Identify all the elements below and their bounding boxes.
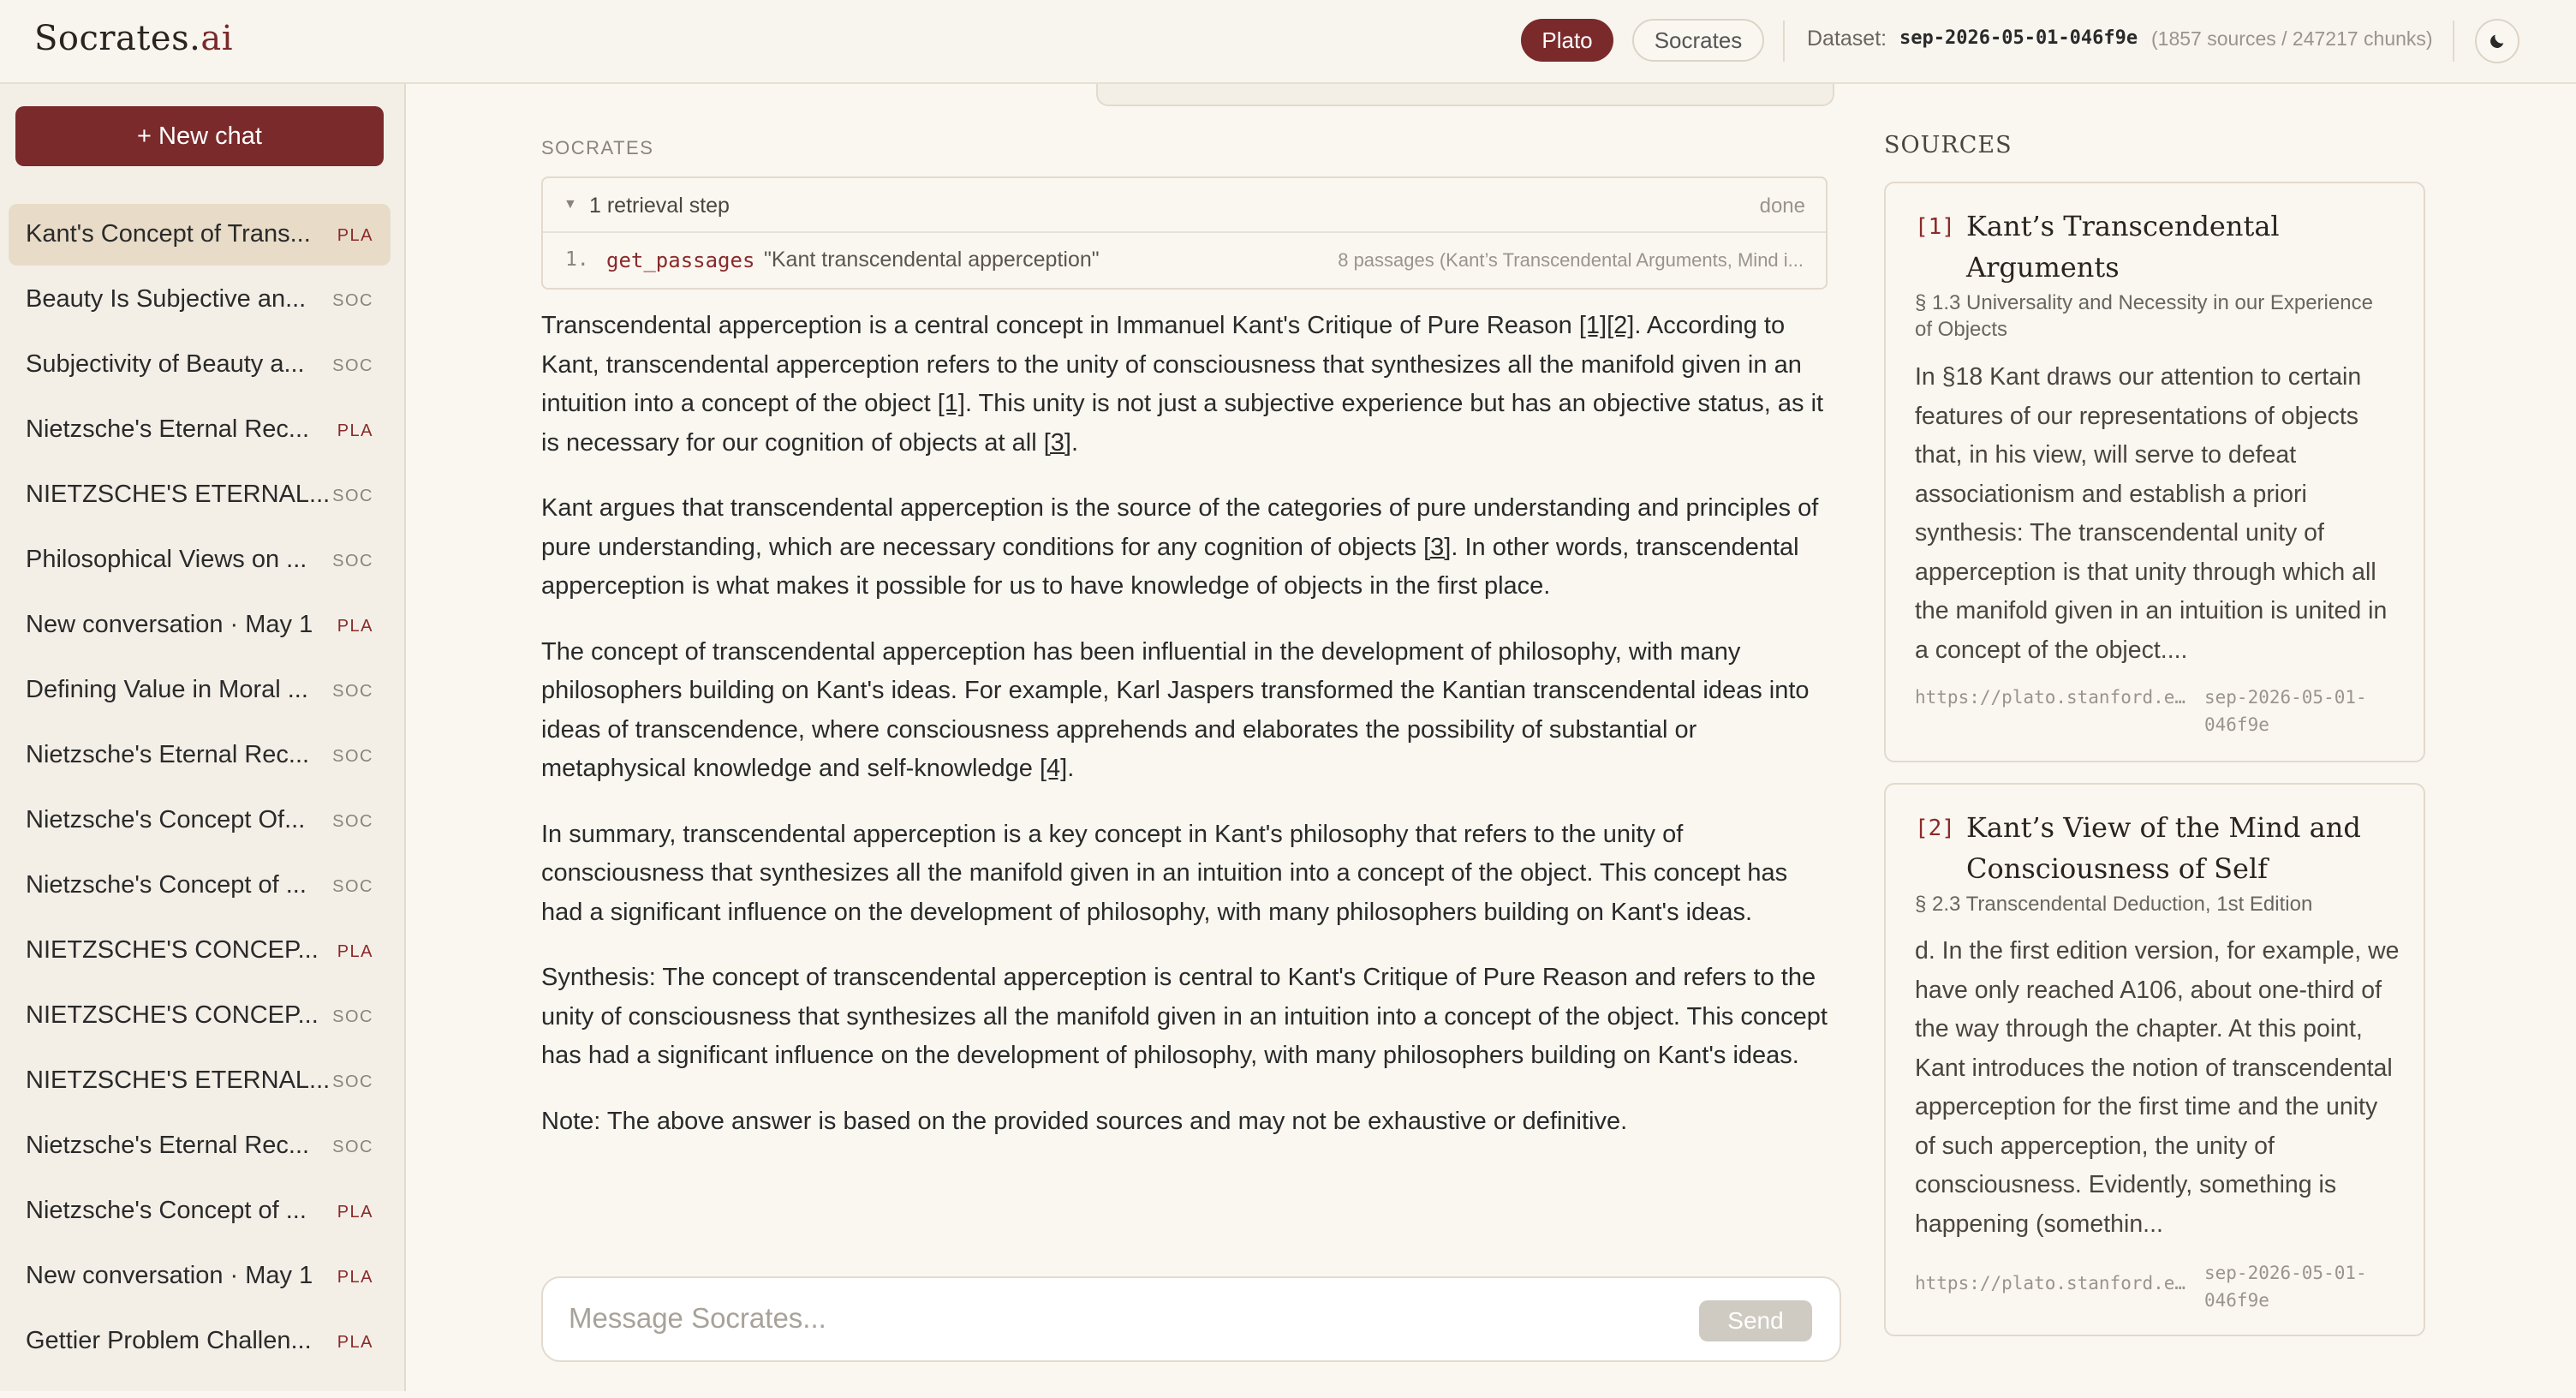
source-card[interactable] xyxy=(1884,783,2425,1336)
chat-mode-tag: SOC xyxy=(332,552,373,571)
previous-message-bubble xyxy=(1096,84,1834,106)
divider xyxy=(2453,21,2454,62)
chat-title: Gettier Problem Challen... xyxy=(26,1327,312,1354)
chat-mode-tag: SOC xyxy=(332,747,373,766)
chat-title: NIETZSCHE'S CONCEP... xyxy=(26,936,319,964)
chat-mode-tag: SOC xyxy=(332,682,373,701)
source-url[interactable]: https://plato.stanford.e… xyxy=(1915,687,2186,708)
answer-paragraph xyxy=(541,816,1834,933)
mode-socrates-button[interactable]: Socrates xyxy=(1632,19,1764,62)
retrieval-toggle[interactable] xyxy=(543,178,1826,233)
chat-history-item[interactable] xyxy=(9,464,391,526)
chat-history-item[interactable] xyxy=(9,334,391,396)
chat-mode-tag: SOC xyxy=(332,1072,373,1091)
theme-toggle-button[interactable] xyxy=(2475,19,2519,63)
answer-paragraph xyxy=(541,959,1834,1076)
citation-link[interactable]: [3] xyxy=(1423,533,1452,561)
citation-link[interactable]: [3] xyxy=(1043,428,1071,457)
dataset-id: sep-2026-05-01-046f9e xyxy=(1899,27,2138,49)
chat-mode-tag: PLA xyxy=(337,617,373,636)
source-card[interactable] xyxy=(1884,182,2425,762)
chat-mode-tag: SOC xyxy=(332,487,373,505)
chat-history-item[interactable] xyxy=(9,660,391,721)
divider xyxy=(1783,21,1785,62)
chat-mode-tag: SOC xyxy=(332,1138,373,1156)
app-logo[interactable]: Socrates.ai xyxy=(34,19,233,58)
chat-history-item[interactable] xyxy=(9,1311,391,1372)
chat-title: Kant's Concept of Trans... xyxy=(26,220,311,248)
chat-title: Nietzsche's Eternal Rec... xyxy=(26,741,310,768)
chat-mode-tag: PLA xyxy=(337,421,373,440)
chat-title: Nietzsche's Concept Of... xyxy=(26,806,306,833)
step-number: 1. xyxy=(565,248,589,271)
chat-history-item[interactable] xyxy=(9,920,391,982)
step-function: get_passages xyxy=(606,248,755,272)
new-chat-button[interactable]: + New chat xyxy=(15,106,384,166)
chat-title: New conversation · May 1 xyxy=(26,1262,313,1289)
top-bar xyxy=(0,0,2576,84)
chat-title: NIETZSCHE'S CONCEP... xyxy=(26,1001,319,1029)
answer-paragraph xyxy=(541,633,1834,789)
chat-mode-tag: SOC xyxy=(332,812,373,831)
chat-history-item[interactable] xyxy=(9,594,391,656)
citation-link[interactable]: [1] xyxy=(937,390,965,417)
answer-text: Synthesis: The concept of transcendental apperception is central to Kant's Critique of Pure Reason and refers to the unity of consciousness that synthesizes all the manifold given in an intuition into a concept of the object. This concept has had a significant influence on the development of philosophy, with many philosophers building on Kant's ideas. xyxy=(541,964,1828,1069)
chat-history-item[interactable] xyxy=(9,399,391,461)
answer-text: . In other words, transcendental apperception is what makes it possible for us to have knowledge of objects in the first place. xyxy=(541,533,1799,600)
chat-history-item[interactable] xyxy=(9,1115,391,1177)
retrieval-title: 1 retrieval step xyxy=(589,194,730,218)
chat-mode-tag: SOC xyxy=(332,877,373,896)
chat-mode-tag: PLA xyxy=(337,1203,373,1222)
source-excerpt: d. In the first edition version, for example, we have only reached A106, about one-third of the way through the chapter. At this point, Kant introduces the notion of transcendental apperception for the first time and the unity of such apperception, the unity of consciousness. Evidently, something is happening (somethin... xyxy=(1915,937,2400,1238)
chat-history-item[interactable] xyxy=(9,269,391,331)
source-section: § 2.3 Transcendental Deduction, 1st Edition xyxy=(1915,893,2313,916)
chat-history-item[interactable] xyxy=(9,725,391,786)
message-speaker: SOCRATES xyxy=(541,137,654,158)
chat-mode-tag: SOC xyxy=(332,356,373,375)
answer-text: Kant argues that transcendental apperception is the source of the categories of pure understanding and principles of pure understanding, which are necessary conditions for any cognition of objects xyxy=(541,494,1819,561)
retrieval-panel xyxy=(541,176,1828,290)
source-number: [1] xyxy=(1915,214,1955,240)
answer-text: Note: The above answer is based on the provided sources and may not be exhaustive or definitive. xyxy=(541,1107,1628,1135)
answer-text: The concept of transcendental apperception has been influential in the development of philosophy, with many philosophers building on Kant's ideas. For example, Karl Jaspers transformed the Kantian transcendental ideas into ideas of transcendence, where consciousness apprehends and elaborates the possibility of substantial or metaphysical knowledge and self-knowledge xyxy=(541,637,1810,782)
chat-title: New conversation · May 1 xyxy=(26,611,313,638)
chat-mode-tag: PLA xyxy=(337,1268,373,1287)
source-title[interactable]: Kant’s View of the Mind and Consciousness of Self xyxy=(1966,811,2361,885)
dataset-label: Dataset: xyxy=(1807,27,1887,51)
chat-title: NIETZSCHE'S ETERNAL... xyxy=(26,1066,331,1094)
answer-text: In summary, transcendental apperception is a key concept in Kant's philosophy that refers to the unity of consciousness that synthesizes all the manifold given in an intuition into a concept of the object. This concept has had a significant influence on the development of philosophy, with many philosophers building on Kant's ideas. xyxy=(541,820,1788,926)
source-section: § 1.3 Universality and Necessity in our Experience of Objects xyxy=(1915,291,2373,341)
chat-history-item[interactable] xyxy=(9,1246,391,1307)
chat-title: Nietzsche's Eternal Rec... xyxy=(26,1132,310,1159)
message-input[interactable]: Message Socrates... xyxy=(569,1302,826,1334)
send-button[interactable]: Send xyxy=(1699,1300,1812,1341)
chat-title: Philosophical Views on ... xyxy=(26,546,307,573)
source-url[interactable]: https://plato.stanford.e… xyxy=(1915,1273,2186,1293)
message-composer xyxy=(541,1276,1841,1362)
chat-title: NIETZSCHE'S ETERNAL... xyxy=(26,481,331,508)
chat-title: Subjectivity of Beauty a... xyxy=(26,350,305,378)
chat-mode-tag: SOC xyxy=(332,1007,373,1026)
chat-mode-tag: PLA xyxy=(337,226,373,245)
step-query: "Kant transcendental apperception" xyxy=(764,248,1100,272)
source-number: [2] xyxy=(1915,816,1955,841)
chat-history-item[interactable] xyxy=(9,529,391,591)
citation-link[interactable]: [2] xyxy=(1607,312,1635,339)
answer-paragraph xyxy=(541,307,1834,463)
chat-title: Beauty Is Subjective an... xyxy=(26,285,307,313)
chat-mode-tag: PLA xyxy=(337,1333,373,1352)
moon-icon xyxy=(2488,32,2507,51)
chat-history-item[interactable] xyxy=(9,985,391,1047)
step-result: 8 passages (Kant’s Transcendental Arguments, Mind i... xyxy=(1338,249,1804,271)
answer-paragraph xyxy=(541,1102,1834,1142)
answer-text: . xyxy=(1067,755,1075,782)
dataset-meta: (1857 sources / 247217 chunks) xyxy=(2151,27,2433,50)
source-version: sep-2026-05-01-046f9e xyxy=(2204,687,2367,735)
chat-title: Nietzsche's Eternal Rec... xyxy=(26,415,310,443)
citation-link[interactable]: [4] xyxy=(1039,755,1068,782)
source-excerpt: In §18 Kant draws our attention to certain features of our representations of objects that, in his view, will serve to defeat associationism and establish a priori synthesis: The transcendental unity of apperception is that unity through which all the manifold given in an intuition is united in a concept of the object.... xyxy=(1915,363,2388,664)
chat-mode-tag: PLA xyxy=(337,942,373,961)
retrieval-status: done xyxy=(1759,194,1805,218)
chat-title: Nietzsche's Concept of ... xyxy=(26,1197,307,1224)
chat-history-item[interactable] xyxy=(9,790,391,851)
source-title[interactable]: Kant’s Transcendental Arguments xyxy=(1966,210,2280,284)
citation-link[interactable]: [1] xyxy=(1578,312,1607,339)
answer-text: . xyxy=(1071,428,1079,457)
answer-text: . According to Kant, transcendental apperception refers to the unity of consciousness that synthesizes all the manifold given in an intuition into a concept of the object xyxy=(541,312,1802,417)
source-version: sep-2026-05-01-046f9e xyxy=(2204,1263,2367,1311)
chat-history-item[interactable] xyxy=(9,1050,391,1112)
chat-history-item[interactable] xyxy=(9,1180,391,1242)
chat-history-item[interactable] xyxy=(9,204,391,266)
answer-text: Transcendental apperception is a central concept in Immanuel Kant's Critique of Pure Reason xyxy=(541,312,1579,339)
answer-text: . This unity is not just a subjective experience but has an objective status, as it is necessary for our cognition of objects at all xyxy=(541,390,1824,457)
caret-down-icon: ▼ xyxy=(564,197,577,212)
chat-title: Nietzsche's Concept of ... xyxy=(26,871,307,899)
chat-history-item[interactable] xyxy=(9,855,391,917)
assistant-answer xyxy=(541,307,1834,1168)
chat-title: Defining Value in Moral ... xyxy=(26,676,308,703)
chat-mode-tag: SOC xyxy=(332,291,373,310)
answer-paragraph xyxy=(541,489,1834,606)
sidebar xyxy=(0,84,406,1391)
mode-plato-button[interactable]: Plato xyxy=(1521,19,1613,62)
sources-heading: SOURCES xyxy=(1884,132,2012,158)
chat-history-list xyxy=(9,204,391,1376)
